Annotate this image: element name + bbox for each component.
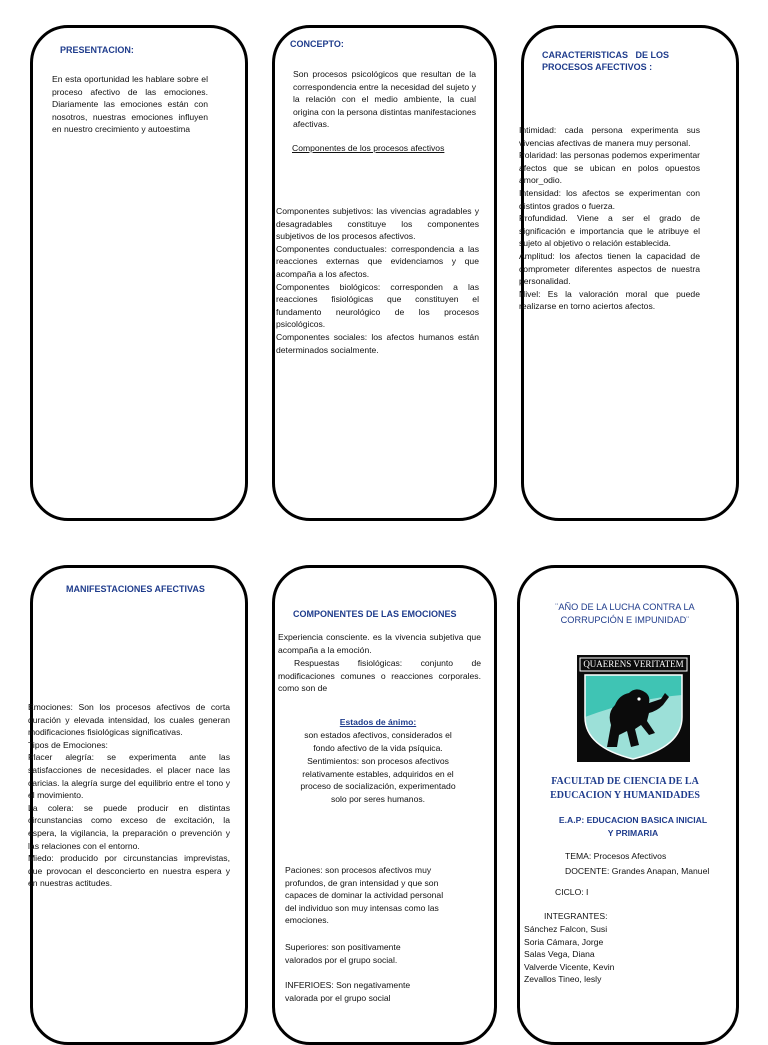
lema: ¨AÑO DE LA LUCHA CONTRA LA CORRUPCIÓN E IMPUNIDAD¨ [555,602,695,625]
estados-body: son estados afectivos, considerados el fondo afectivo de la vida psíquica. [304,730,452,753]
integrante: Salas Vega, Diana [524,949,595,960]
caracteristica-item: Nivel: Es la valoración moral que puede realizarse en torno aciertos afectos. [519,288,700,312]
caracteristica-item: Amplitud: los afectos tienen la capacidad de comprometer diferentes aspectos de nuestra personalidad. [519,250,700,287]
concepto-items [276,205,479,356]
experiencia-consciente: Experiencia consciente. es la vivencia subjetiva que acompaña a la emoción. [278,632,481,655]
shield-lion-icon [577,655,690,762]
concepto-item: Componentes biológicos: corresponden a las reacciones fisiológicas que constituyen el fundamento neurológico de los procesos psicológicos. [276,281,479,330]
presentacion-body: En esta oportunidad les hablare sobre el proceso afectivo de las emociones. Diariamente las emociones están con nosotros, nuestras emociones influyen en nuestro crecimiento y autoestima [52,74,208,135]
caracteristica-item: Intimidad: cada persona experimenta sus vivencias afectivas de manera muy personal. [519,125,700,148]
inferiores: INFERIOES: Son negativamente valorada por el grupo social [285,980,411,1003]
concepto-subtitle: Componentes de los procesos afectivos [292,143,445,153]
manifestacion-item: La colera: se puede producir en distintas circunstancias como exceso de excitación, la espera, la vigilancia, la preparación o prevención y las relaciones con el entorno. [28,802,230,851]
facultad: FACULTAD DE CIENCIA DE LA EDUCACION Y HUMANIDADES [550,776,700,801]
integrantes-list [524,923,654,986]
respuestas-fisiologicas: Respuestas fisiológicas: conjunto de modificaciones comunes o reacciones corporales. como son de [278,658,481,694]
logo-text: QUAERENS VERITATEM [583,659,684,669]
eap: E.A.P: EDUCACION BASICA INICIAL Y PRIMARIA [558,815,708,838]
docente: DOCENTE: Grandes Anapan, Manuel [565,866,710,876]
integrante: Sánchez Falcon, Susi [524,924,608,934]
caracteristica-item: Profundidad. Viene a ser el grado de significación e importancia que le atribuye el sujeto al objetivo o relación establecida. [519,213,700,249]
caracteristicas-title: CARACTERISTICAS DE LOS PROCESOS AFECTIVOS : [542,50,672,72]
caracteristica-item: Intensidad: los afectos se experimentan con distintos grados o fuerza. [519,187,700,211]
presentacion-title: PRESENTACION: [60,45,134,55]
concepto-item: Componentes conductuales: correspondencia a las reacciones externas que evidenciamos y que acompaña a los afectos. [276,243,479,279]
manifestaciones-items [28,701,230,890]
estados-title: Estados de ánimo: [339,717,417,727]
concepto-item: Componentes subjetivos: las vivencias agradables y desagradables constituye los componentes subjetivos de los procesos afectivos. [276,206,479,242]
concepto-item: Componentes sociales: los afectos humanos están determinados socialmente. [276,331,479,355]
superiores: Superiores: son positivamente valorados por el grupo social. [285,942,401,965]
integrante: Valverde Vicente, Kevin [524,961,615,972]
integrante: Soria Cámara, Jorge [524,936,604,947]
ciclo: CICLO: I [555,887,589,897]
sentimientos: Sentimientos: son procesos afectivos relativamente estables, adquiridos en el proceso de socialización, experimentado solo por seres humanos. [300,756,456,804]
tema: TEMA: Procesos Afectivos [565,851,667,861]
manifestacion-item: Tipos de Emociones: [28,739,108,750]
componentes-emociones-title: COMPONENTES DE LAS EMOCIONES [293,609,457,619]
university-logo [577,655,690,762]
caracteristica-item: Polaridad: las personas podemos experimentar afectos que se ubican en polos opuestos amor_odio. [519,150,700,186]
integrante: Zevallos Tineo, lesly [524,974,602,985]
caracteristicas-items [519,124,700,313]
paciones: Paciones: son procesos afectivos muy profundos, de gran intensidad y que son capaces de dominar la actividad personal del individuo son muy intensas como las emociones. [285,865,444,926]
manifestaciones-title: MANIFESTACIONES AFECTIVAS [66,584,205,594]
concepto-title: CONCEPTO: [290,39,344,49]
manifestacion-item: Emociones: Son los procesos afectivos de corta duración y elevada intensidad, los cuales generan modificaciones fisiológicas significativas. [28,702,230,738]
integrantes-label: INTEGRANTES: [544,911,608,921]
manifestacion-item: Miedo: producido por circunstancias imprevistas, que provocan el desconcierto en nuestra espera y en nuestras actitudes. [28,853,230,889]
concepto-body: Son procesos psicológicos que resultan de la correspondencia entre la necesidad del sujeto y la relación con el medio ambiente, la cual origina con la persona distintas manifestaciones afectivas. [293,69,476,130]
manifestacion-item: Placer alegría: se experimenta ante las satisfacciones de necesidades. el placer nace las caricias. la alegría surge del equilibrio entre el tono y el movimiento. [28,752,230,801]
